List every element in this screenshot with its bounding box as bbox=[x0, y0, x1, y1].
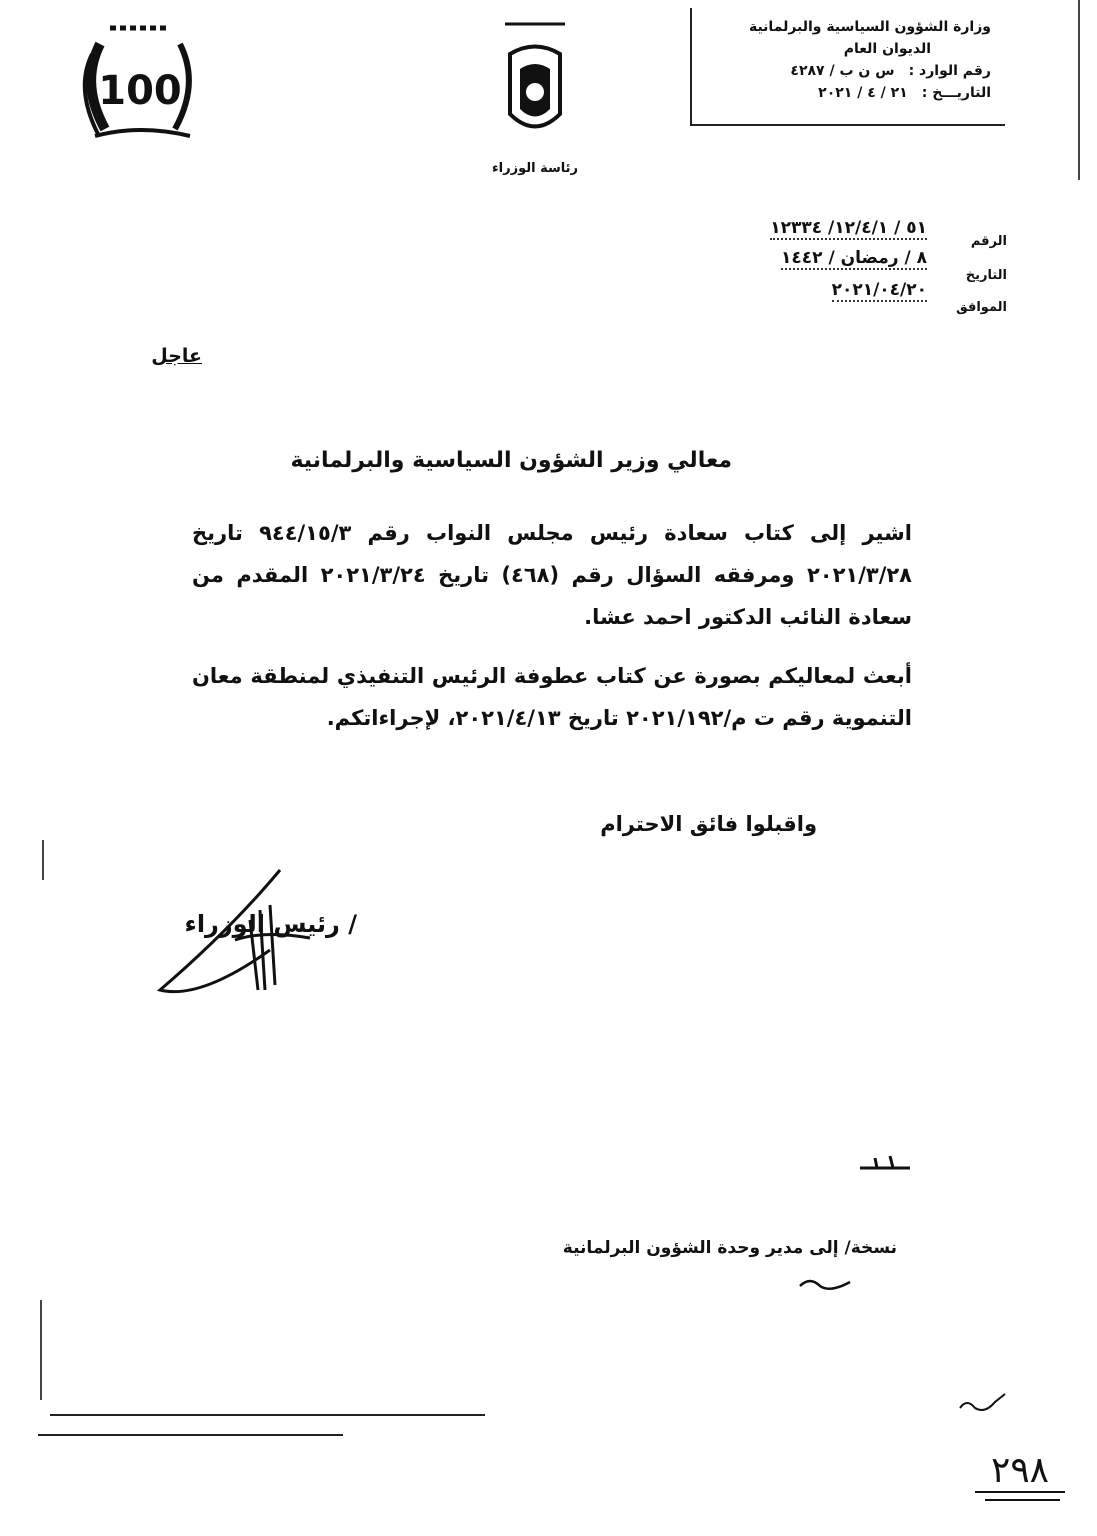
body-paragraph-1: اشير إلى كتاب سعادة رئيس مجلس النواب رقم ٩٤٤/١٥/٣ تاريخ ٢٠٢١/٣/٢٨ ومرفقه السؤال رقم (٤٦٨) تاريخ ٢٠٢١/٣/٢٤ المقدم من سعادة النائب الدكتور احمد عشا. bbox=[192, 521, 912, 629]
addressee: معالي وزير الشؤون السياسية والبرلمانية bbox=[290, 448, 732, 473]
logo-number: 100 bbox=[98, 68, 182, 114]
stamp-incoming-row bbox=[692, 60, 991, 82]
body-paragraph-2: أبعث لمعاليكم بصورة عن كتاب عطوفة الرئيس التنفيذي لمنطقة معان التنموية رقم ت م/٢٠٢١/١٩٢ تاريخ ٢٠٢١/٤/١٣، لإجراءاتكم. bbox=[192, 664, 912, 730]
stamp-date-row bbox=[692, 82, 991, 104]
handwritten-signature bbox=[140, 850, 320, 1020]
urgent-label: عاجل bbox=[151, 345, 202, 367]
cc-line: نسخة/ إلى مدير وحدة الشؤون البرلمانية bbox=[562, 1238, 897, 1258]
bottom-rule-2 bbox=[38, 1434, 343, 1436]
ref-number-value: ٥١ / ١٢/٤/١/ ١٢٣٣٤ bbox=[770, 218, 927, 238]
closing-salutation: واقبلوا فائق الاحترام bbox=[600, 812, 817, 836]
ref-corresponding-label: الموافق bbox=[956, 300, 1007, 315]
stamp-department: الديوان العام bbox=[843, 41, 931, 57]
signer-title: / رئيس الوزراء bbox=[184, 910, 357, 938]
scan-edge-line-left-bottom bbox=[40, 1300, 42, 1400]
ref-corresponding-value: ٢٠٢١/٠٤/٢٠ bbox=[831, 280, 927, 300]
ref-number-label: الرقم bbox=[970, 234, 1007, 249]
initial-mark bbox=[855, 1148, 915, 1178]
stamp-incoming-label: رقم الوارد : bbox=[908, 63, 991, 79]
page-mark-text: ٢٩٨ bbox=[990, 1450, 1050, 1491]
crest-org-name: رئاسة الوزراء bbox=[492, 161, 578, 176]
corner-initial-mark bbox=[955, 1390, 1015, 1416]
scan-edge-line-left bbox=[42, 840, 44, 880]
stamp-date-value: ٢١ / ٤ / ٢٠٢١ bbox=[818, 85, 908, 101]
bottom-rule-1 bbox=[50, 1414, 485, 1416]
stamp-date-label: التاريـــخ : bbox=[921, 85, 991, 101]
stamp-incoming-value: س ن ب / ٤٢٨٧ bbox=[790, 63, 895, 79]
scan-edge-line-top bbox=[1078, 0, 1080, 180]
registry-stamp bbox=[690, 8, 1005, 126]
centenary-logo bbox=[70, 14, 210, 154]
jordan-crest bbox=[490, 14, 580, 184]
ref-date-value: ٨ / رمضان / ١٤٤٢ bbox=[781, 248, 927, 268]
cc-handwritten-mark bbox=[795, 1268, 855, 1298]
ref-date-label: التاريخ bbox=[965, 268, 1007, 283]
stamp-ministry: وزارة الشؤون السياسية والبرلمانية bbox=[748, 19, 991, 35]
page-number-mark bbox=[965, 1440, 1075, 1510]
